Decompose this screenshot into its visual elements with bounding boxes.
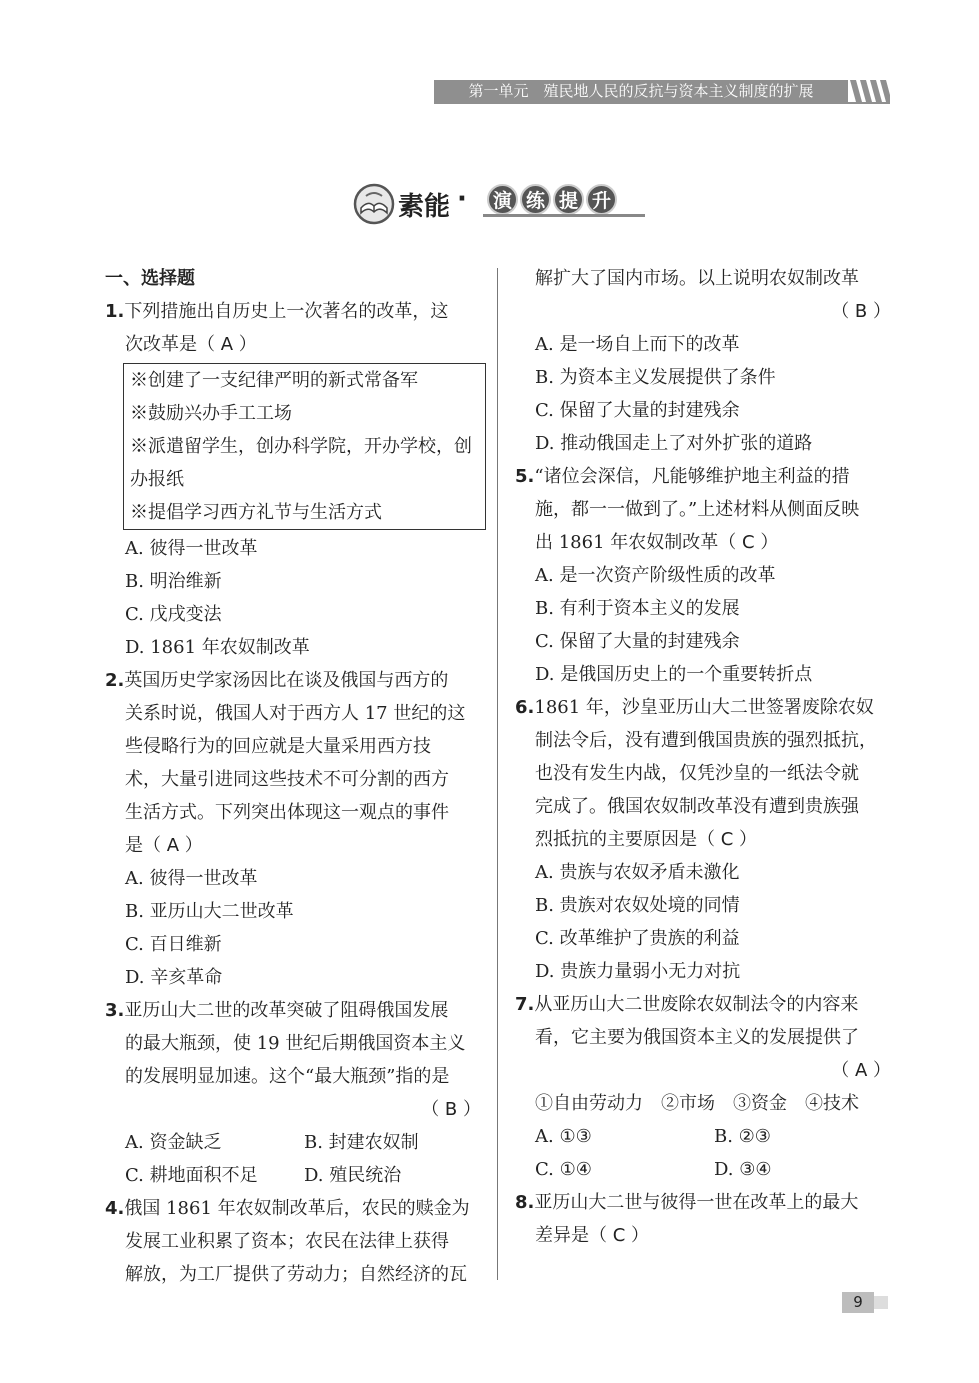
answer: C — [742, 532, 755, 553]
question-text: 看，它主要为俄国资本主义的发展提供了 — [535, 1027, 859, 1048]
option: B. ②③ — [714, 1126, 771, 1147]
option: A. 资金缺乏 — [125, 1132, 222, 1153]
option-row — [105, 1126, 483, 1159]
question-number: 2. — [105, 670, 125, 691]
answer: （ A ） — [831, 1060, 891, 1081]
book-globe-icon — [352, 182, 396, 226]
section-banner — [350, 178, 650, 232]
option: D. 殖民统治 — [304, 1165, 402, 1186]
banner-title: 素能 — [398, 192, 451, 222]
option: A. 彼得一世改革 — [125, 538, 258, 559]
option: D. ③④ — [714, 1159, 772, 1180]
banner-circle-char: 练 — [520, 184, 551, 215]
option: A. 是一次资产阶级性质的改革 — [535, 565, 776, 586]
question-text: 下列措施出自历史上一次著名的改革，这 — [124, 301, 449, 322]
option: D. 1861 年农奴制改革 — [125, 637, 310, 658]
option: C. 保留了大量的封建残余 — [535, 400, 740, 421]
material-line: ※创建了一支纪律严明的新式常备军 — [130, 370, 418, 391]
option: C. ①④ — [535, 1159, 592, 1180]
question-number: 6. — [515, 697, 535, 718]
question-7 — [515, 988, 893, 1054]
question-number: 8. — [515, 1192, 535, 1213]
question-text: 关系时说，俄国人对于西方人 17 世纪的这 — [125, 703, 466, 724]
header-stripes-decoration — [850, 80, 890, 102]
option: A. 贵族与农奴矛盾未激化 — [535, 862, 740, 883]
question-text: 俄国 1861 年农奴制改革后，农民的赎金为 — [124, 1198, 470, 1219]
answer: A — [220, 334, 234, 355]
section-title: 一、选择题 — [105, 268, 195, 289]
option: A. ①③ — [535, 1126, 592, 1147]
option: C. 保留了大量的封建残余 — [535, 631, 740, 652]
banner-underline — [483, 214, 645, 217]
question-5 — [515, 460, 893, 559]
answer: （ B ） — [421, 1099, 481, 1120]
question-8 — [515, 1186, 893, 1252]
question-4 — [105, 1192, 483, 1291]
question-1 — [105, 295, 483, 361]
question-text: 英国历史学家汤因比在谈及俄国与西方的 — [124, 670, 449, 691]
answer: C — [612, 1225, 626, 1246]
question-text: 亚历山大二世与彼得一世在改革上的最大 — [534, 1192, 859, 1213]
question-text: 次改革是（ — [125, 334, 215, 355]
material-box — [123, 363, 486, 530]
option: B. 封建农奴制 — [304, 1132, 419, 1153]
answer-close: ） — [631, 1225, 650, 1246]
material-line: ※鼓励兴办手工工场 — [130, 403, 292, 424]
page-number: 9 — [842, 1292, 874, 1313]
question-6 — [515, 691, 893, 856]
answer-close: ） — [760, 532, 779, 553]
question-text: 是（ — [125, 835, 161, 856]
answer-close: ） — [238, 334, 257, 355]
question-text: 1861 年，沙皇亚历山大二世签署废除农奴 — [534, 697, 874, 718]
answer: C — [720, 829, 734, 850]
question-text: 生活方式。下列突出体现这一观点的事件 — [125, 802, 449, 823]
option: C. 戊戌变法 — [125, 604, 222, 625]
question-number: 4. — [105, 1198, 125, 1219]
option-row — [105, 1159, 483, 1192]
question-text: 施，都一一做到了。”上述材料从侧面反映 — [535, 499, 860, 520]
option-row — [515, 1153, 893, 1186]
option: B. 亚历山大二世改革 — [125, 901, 294, 922]
question-text: 差异是（ — [535, 1225, 607, 1246]
material-line: ※提倡学习西方礼节与生活方式 — [130, 502, 382, 523]
question-number: 5. — [515, 466, 535, 487]
answer: （ B ） — [831, 301, 891, 322]
question-number: 7. — [515, 994, 535, 1015]
question-text: 烈抵抗的主要原因是（ — [535, 829, 715, 850]
option: D. 是俄国历史上的一个重要转折点 — [535, 664, 813, 685]
option: C. 改革维护了贵族的利益 — [535, 928, 740, 949]
option: A. 是一场自上而下的改革 — [535, 334, 740, 355]
option: B. 为资本主义发展提供了条件 — [535, 367, 776, 388]
question-text: 出 1861 年农奴制改革（ — [535, 532, 737, 553]
right-column — [515, 262, 893, 1252]
answer: A — [166, 835, 180, 856]
banner-circle-char: 升 — [586, 184, 617, 215]
question-2 — [105, 664, 483, 862]
column-divider — [497, 268, 498, 1280]
option: B. 贵族对农奴处境的同情 — [535, 895, 740, 916]
question-3 — [105, 994, 483, 1093]
question-text: 解扩大了国内市场。以上说明农奴制改革 — [535, 268, 859, 289]
question-text: 从亚历山大二世废除农奴制法令的内容来 — [534, 994, 859, 1015]
material-line: 办报纸 — [130, 469, 184, 490]
question-text: 完成了。俄国农奴制改革没有遭到贵族强 — [535, 796, 859, 817]
question-text: 术，大量引进同这些技术不可分割的西方 — [125, 769, 449, 790]
answer-close: ） — [739, 829, 758, 850]
material-line: ※派遣留学生，创办科学院，开办学校，创 — [130, 436, 472, 457]
question-text: 的最大瓶颈，使 19 世纪后期俄国资本主义 — [125, 1033, 466, 1054]
banner-circle-group — [487, 184, 617, 215]
question-text: 也没有发生内战，仅凭沙皇的一纸法令就 — [535, 763, 859, 784]
question-text: 制法令后，没有遭到俄国贵族的强烈抵抗， — [535, 730, 877, 751]
option: C. 百日维新 — [125, 934, 222, 955]
question-number: 3. — [105, 1000, 125, 1021]
option: A. 彼得一世改革 — [125, 868, 258, 889]
option: B. 明治维新 — [125, 571, 222, 592]
header-underline — [434, 102, 890, 104]
question-text: 亚历山大二世的改革突破了阻碍俄国发展 — [124, 1000, 449, 1021]
question-number: 1. — [105, 301, 125, 322]
option: C. 耕地面积不足 — [125, 1165, 258, 1186]
option: D. 贵族力量弱小无力对抗 — [535, 961, 741, 982]
banner-dot: · — [457, 184, 467, 214]
page-number-tab — [874, 1296, 888, 1309]
unit-header: 第一单元 殖民地人民的反抗与资本主义制度的扩展 — [434, 80, 848, 102]
question-text: 发展工业积累了资本；农民在法律上获得 — [125, 1231, 449, 1252]
option: D. 辛亥革命 — [125, 967, 223, 988]
option: D. 推动俄国走上了对外扩张的道路 — [535, 433, 813, 454]
question-text: 的发展明显加速。这个“最大瓶颈”指的是 — [125, 1066, 450, 1087]
question-text: 些侵略行为的回应就是大量采用西方技 — [125, 736, 431, 757]
question-text: “诸位会深信，凡能够维护地主利益的措 — [534, 466, 850, 487]
question-text: 解放，为工厂提供了劳动力；自然经济的瓦 — [125, 1264, 467, 1285]
answer-close: ） — [184, 835, 203, 856]
option-row — [515, 1120, 893, 1153]
item-list: ①自由劳动力 ②市场 ③资金 ④技术 — [535, 1093, 859, 1114]
banner-circle-char: 提 — [553, 184, 584, 215]
left-column — [105, 262, 483, 1291]
banner-circle-char: 演 — [487, 184, 518, 215]
option: B. 有利于资本主义的发展 — [535, 598, 740, 619]
